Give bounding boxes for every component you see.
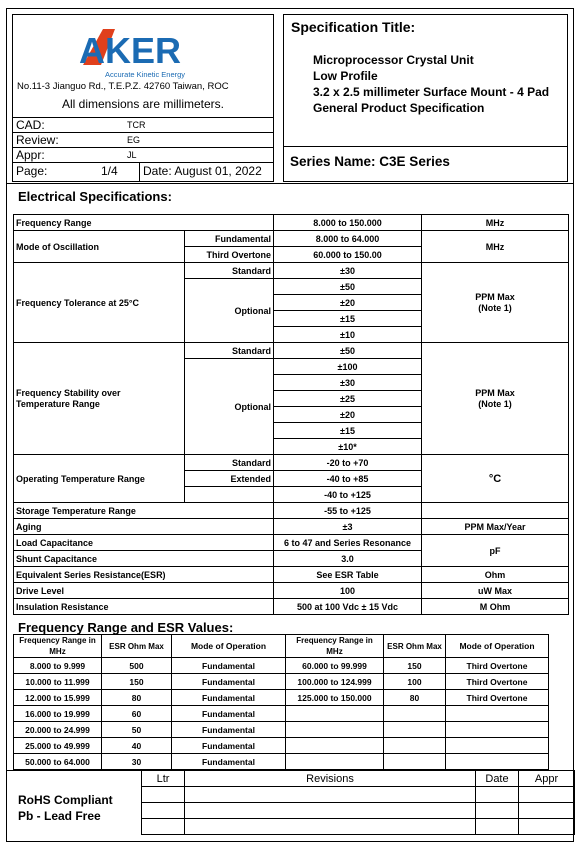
column-header: Mode of Operation	[446, 635, 549, 658]
load-value: 6 to 47 and Series Resonance	[274, 535, 422, 551]
table-cell: 100	[384, 674, 446, 690]
tolerance-optional-value: ±20	[274, 295, 422, 311]
spec-line: Low Profile	[313, 69, 378, 83]
empty-cell	[142, 803, 185, 819]
revision-table	[141, 770, 575, 835]
empty-cell	[185, 819, 476, 835]
review-label: Review:	[16, 133, 59, 147]
shunt-value: 3.0	[274, 551, 422, 567]
label-line: Temperature Range	[16, 398, 100, 409]
column-header: Frequency Range in MHz	[286, 635, 384, 658]
table-cell: 100.000 to 124.999	[286, 674, 384, 690]
issue-date: Date: August 01, 2022	[143, 164, 262, 178]
tolerance-label: Frequency Tolerance at 25°C	[14, 263, 185, 343]
table-cell: 150	[384, 658, 446, 674]
label-line: Frequency Stability over	[16, 387, 121, 398]
stability-standard-label: Standard	[185, 343, 274, 359]
table-cell	[446, 738, 549, 754]
insulation-unit: M Ohm	[422, 599, 569, 615]
table-cell: Fundamental	[172, 674, 286, 690]
table-row	[14, 567, 569, 583]
table-cell	[384, 754, 446, 770]
table-cell	[286, 722, 384, 738]
tolerance-optional-value: ±10	[274, 327, 422, 343]
table-row	[14, 231, 569, 247]
table-cell	[286, 754, 384, 770]
table-cell: 8.000 to 9.999	[14, 658, 102, 674]
table-cell: 60.000 to 99.999	[286, 658, 384, 674]
empty-cell	[476, 803, 519, 819]
table-cell: Fundamental	[172, 754, 286, 770]
table-cell: Fundamental	[172, 738, 286, 754]
cad-value: TCR	[127, 120, 146, 130]
table-cell: 80	[102, 690, 172, 706]
table-header-row	[142, 771, 575, 787]
esr-table-title: Frequency Range and ESR Values:	[18, 620, 234, 635]
tolerance-standard-value: ±30	[274, 263, 422, 279]
spec-header	[283, 14, 568, 182]
table-cell: 50.000 to 64.000	[14, 754, 102, 770]
load-label: Load Capacitance	[14, 535, 274, 551]
mode-third-value: 60.000 to 150.00	[274, 247, 422, 263]
tolerance-optional-label: Optional	[185, 279, 274, 343]
logo-tagline: Accurate Kinetic Energy	[105, 70, 186, 79]
empty-cell	[142, 787, 185, 803]
unit-text: PPM Max	[475, 387, 515, 398]
table-cell	[446, 754, 549, 770]
rohs-line: RoHS Compliant	[18, 793, 113, 807]
operating-extended-label: Extended	[185, 471, 274, 487]
empty-cell	[142, 819, 185, 835]
appr-label: Appr:	[16, 148, 45, 162]
note-text: (Note 1)	[478, 398, 512, 409]
drive-unit: uW Max	[422, 583, 569, 599]
series-name: Series Name: C3E Series	[290, 154, 450, 169]
table-row	[14, 754, 549, 770]
drive-label: Drive Level	[14, 583, 274, 599]
empty-cell	[185, 803, 476, 819]
mode-fund-label: Fundamental	[185, 231, 274, 247]
table-cell: Fundamental	[172, 658, 286, 674]
mode-fund-value: 8.000 to 64.000	[274, 231, 422, 247]
rohs-line: Pb - Lead Free	[18, 809, 101, 823]
table-cell: Third Overtone	[446, 674, 549, 690]
esr-unit: Ohm	[422, 567, 569, 583]
company-logo	[73, 23, 223, 81]
table-row	[14, 722, 549, 738]
table-cell: Third Overtone	[446, 658, 549, 674]
shunt-label: Shunt Capacitance	[14, 551, 274, 567]
table-row	[14, 583, 569, 599]
stability-optional-value: ±25	[274, 391, 422, 407]
table-cell: Fundamental	[172, 690, 286, 706]
table-cell: 60	[102, 706, 172, 722]
table-row	[142, 819, 575, 835]
esr-label: Equivalent Series Resistance(ESR)	[14, 567, 274, 583]
table-row	[14, 674, 549, 690]
table-cell: 30	[102, 754, 172, 770]
table-cell: 16.000 to 19.999	[14, 706, 102, 722]
operating-standard-label: Standard	[185, 455, 274, 471]
table-row	[14, 690, 549, 706]
column-header: Mode of Operation	[172, 635, 286, 658]
table-cell	[286, 706, 384, 722]
table-cell	[384, 722, 446, 738]
table-row	[14, 658, 549, 674]
table-cell	[446, 722, 549, 738]
aging-value: ±3	[274, 519, 422, 535]
spec-line: Microprocessor Crystal Unit	[313, 53, 474, 67]
stability-optional-value: ±15	[274, 423, 422, 439]
table-cell: 25.000 to 49.999	[14, 738, 102, 754]
review-value: EG	[127, 135, 141, 145]
empty-cell	[519, 803, 575, 819]
table-row	[14, 455, 569, 471]
ltr-header: Ltr	[142, 771, 185, 787]
table-cell	[446, 706, 549, 722]
empty-cell	[185, 487, 274, 503]
esr-table	[13, 634, 549, 770]
table-row	[14, 503, 569, 519]
table-cell: 20.000 to 24.999	[14, 722, 102, 738]
stability-standard-value: ±50	[274, 343, 422, 359]
table-row	[14, 263, 569, 279]
table-row	[142, 803, 575, 819]
operating-standard-value: -20 to +70	[274, 455, 422, 471]
table-cell: 500	[102, 658, 172, 674]
stability-label	[14, 343, 185, 455]
operating-label: Operating Temperature Range	[14, 455, 185, 503]
table-cell: 12.000 to 15.999	[14, 690, 102, 706]
logo-text: AKER	[79, 30, 182, 71]
table-row	[14, 215, 569, 231]
operating-unit: °C	[422, 455, 569, 503]
mode-label: Mode of Oscillation	[14, 231, 185, 263]
empty-cell	[519, 819, 575, 835]
tolerance-optional-value: ±50	[274, 279, 422, 295]
table-row	[14, 519, 569, 535]
table-cell: 80	[384, 690, 446, 706]
table-cell: 40	[102, 738, 172, 754]
aging-unit: PPM Max/Year	[422, 519, 569, 535]
empty-cell	[476, 819, 519, 835]
stability-unit	[422, 343, 569, 455]
esr-value: See ESR Table	[274, 567, 422, 583]
insulation-value: 500 at 100 Vdc ± 15 Vdc	[274, 599, 422, 615]
drive-value: 100	[274, 583, 422, 599]
spec-line: 3.2 x 2.5 millimeter Surface Mount - 4 Pad	[313, 85, 550, 99]
table-row	[142, 787, 575, 803]
storage-value: -55 to +125	[274, 503, 422, 519]
date-header: Date	[476, 771, 519, 787]
tolerance-standard-label: Standard	[185, 263, 274, 279]
rohs-note	[18, 792, 113, 824]
column-header: ESR Ohm Max	[102, 635, 172, 658]
page-label: Page:	[16, 164, 48, 178]
spec-title: Specification Title:	[291, 19, 416, 35]
mode-third-label: Third Overtone	[185, 247, 274, 263]
aging-label: Aging	[14, 519, 274, 535]
table-row	[14, 343, 569, 359]
column-header: Frequency Range in MHz	[14, 635, 102, 658]
freq-range-unit: MHz	[422, 215, 569, 231]
capacitance-unit: pF	[422, 535, 569, 567]
freq-range-label: Frequency Range	[14, 215, 274, 231]
company-address: No.11-3 Jianguo Rd., T.E.P.Z. 42760 Taiwan, ROC	[17, 81, 229, 92]
company-header	[12, 14, 274, 182]
storage-label: Storage Temperature Range	[14, 503, 274, 519]
table-row	[14, 706, 549, 722]
empty-cell	[185, 787, 476, 803]
table-row	[14, 599, 569, 615]
table-cell	[384, 738, 446, 754]
stability-optional-value: ±30	[274, 375, 422, 391]
table-cell: Fundamental	[172, 722, 286, 738]
table-row	[14, 738, 549, 754]
stability-optional-value: ±10*	[274, 439, 422, 455]
empty-cell	[476, 787, 519, 803]
tolerance-optional-value: ±15	[274, 311, 422, 327]
page-value: 1/4	[101, 164, 118, 178]
table-cell: Fundamental	[172, 706, 286, 722]
table-cell: 50	[102, 722, 172, 738]
revision-footer	[12, 770, 574, 836]
appr-value: JL	[127, 150, 137, 160]
table-cell: 150	[102, 674, 172, 690]
revisions-header: Revisions	[185, 771, 476, 787]
tolerance-unit	[422, 263, 569, 343]
operating-extended-value: -40 to +85	[274, 471, 422, 487]
empty-cell	[422, 503, 569, 519]
dimensions-note: All dimensions are millimeters.	[61, 97, 225, 111]
electrical-title: Electrical Specifications:	[18, 189, 172, 204]
mode-unit: MHz	[422, 231, 569, 263]
stability-optional-value: ±20	[274, 407, 422, 423]
column-header: ESR Ohm Max	[384, 635, 446, 658]
appr-header: Appr	[519, 771, 575, 787]
table-cell: 125.000 to 150.000	[286, 690, 384, 706]
table-cell: Third Overtone	[446, 690, 549, 706]
note-text: (Note 1)	[478, 302, 512, 313]
insulation-label: Insulation Resistance	[14, 599, 274, 615]
stability-optional-value: ±100	[274, 359, 422, 375]
table-cell	[286, 738, 384, 754]
stability-optional-label: Optional	[185, 359, 274, 455]
operating-extra-value: -40 to +125	[274, 487, 422, 503]
spec-description	[313, 52, 549, 116]
electrical-specs-table	[13, 214, 569, 615]
empty-cell	[519, 787, 575, 803]
table-row	[14, 535, 569, 551]
table-cell: 10.000 to 11.999	[14, 674, 102, 690]
spec-line: General Product Specification	[313, 101, 485, 115]
table-header-row	[14, 635, 549, 658]
unit-text: PPM Max	[475, 291, 515, 302]
freq-range-value: 8.000 to 150.000	[274, 215, 422, 231]
table-cell	[384, 706, 446, 722]
cad-label: CAD:	[16, 118, 45, 132]
